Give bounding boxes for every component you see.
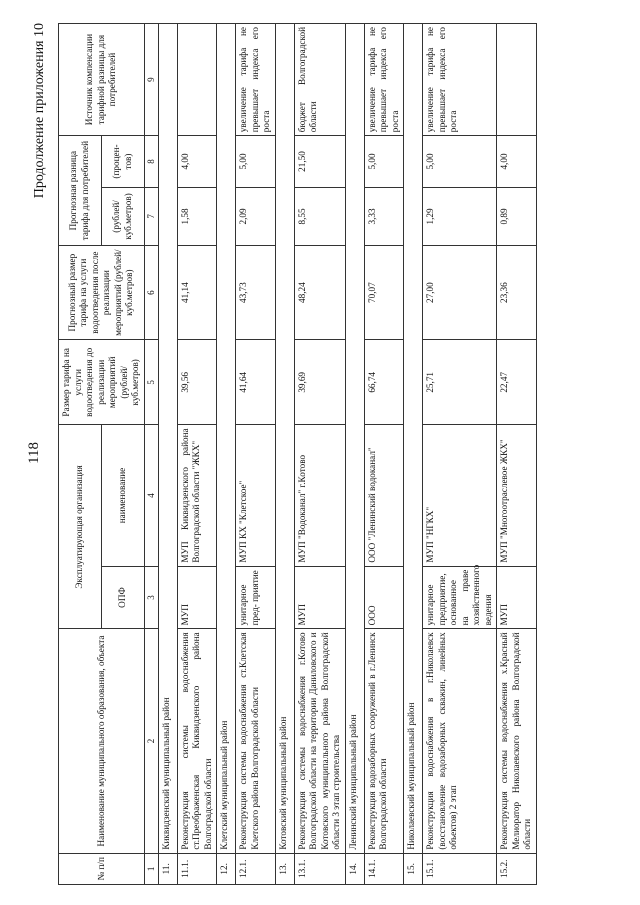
col-number: 4 (144, 424, 158, 565)
org-name: МУП "Водоканал" г.Котово (294, 424, 345, 565)
tariff-after: 43,73 (236, 245, 276, 339)
row-number: 14.1. (364, 853, 404, 884)
tariff-after: 70,07 (364, 245, 404, 339)
header-org-name: наименование (101, 424, 144, 565)
tariff-before: 22,47 (497, 339, 537, 424)
section-number: 15. (404, 853, 423, 884)
object-name: Реконструкция системы водоснабжения г.Котово Волгоградской области на территории Даниловского и Котовского муниципального района Волгоградской области 3 этап строительства (294, 628, 345, 852)
diff-rub: 8,55 (294, 187, 345, 245)
object-name: Реконструкция водозаборных сооружений в г.Ленинск Волгоградской области (364, 628, 404, 852)
column-numbers-row (144, 23, 158, 884)
row-number: 15.2. (497, 853, 537, 884)
tariff-before: 66,74 (364, 339, 404, 424)
tariff-after: 23,36 (497, 245, 537, 339)
org-name: МУП "НГКХ" (423, 424, 497, 565)
header-opf: ОПФ (101, 566, 144, 629)
org-opf: МУП (497, 566, 537, 629)
section-name: Клетский муниципальный район (217, 23, 236, 853)
diff-pct: 4,00 (177, 135, 217, 187)
tariff-after: 41,14 (177, 245, 217, 339)
section-row (345, 23, 364, 884)
org-name: МУП КХ "Клетское" (236, 424, 276, 565)
compensation-source: увеличение тарифа не превышает индекса его роста (236, 23, 276, 135)
col-number: 9 (144, 23, 158, 135)
diff-pct: 4,00 (497, 135, 537, 187)
org-opf: унитарное пред- приятие (236, 566, 276, 629)
section-number: 12. (217, 853, 236, 884)
row-number: 12.1. (236, 853, 276, 884)
col-number: 6 (144, 245, 158, 339)
header-diff-rub: (рублей/ куб.метров) (101, 187, 144, 245)
col-number: 2 (144, 628, 158, 852)
section-name: Ленинский муниципальный район (345, 23, 364, 853)
section-row (217, 23, 236, 884)
page-number: 118 (26, 441, 42, 464)
header-org: Эксплуатирующая организация (59, 424, 102, 628)
object-name: Реконструкция водоснабжения в г.Николаевск (восстановление водозаборных скважин, линейных объектов) 2 этап (423, 628, 497, 852)
row-number: 11.1. (177, 853, 217, 884)
tariff-before: 25,71 (423, 339, 497, 424)
col-number: 3 (144, 566, 158, 629)
section-name: Киквидзенский муниципальный район (158, 23, 177, 853)
appendix-note: Продолжение приложения 10 (32, 22, 47, 198)
table-row (423, 23, 497, 884)
header-name: Наименование муниципального образования, объекта (59, 628, 145, 852)
table-row (177, 23, 217, 884)
compensation-source (497, 23, 537, 135)
header-diff: Прогнозная разница тарифа для потребителей (59, 135, 102, 245)
object-name: Реконструкция системы водоснабжения ст.Клетская Клетского района Волгоградской области (236, 628, 276, 852)
section-row (158, 23, 177, 884)
section-name: Котовский муниципальный район (275, 23, 294, 853)
org-opf: МУП (177, 566, 217, 629)
col-number: 5 (144, 339, 158, 424)
diff-pct: 5,00 (364, 135, 404, 187)
header-source: Источник компенсации тарифной разницы для потребителей (59, 23, 145, 135)
rotated-page (20, 13, 620, 893)
table-row (294, 23, 345, 884)
header-tariff-after: Прогнозный размер тарифа на услуги водоотведения после реализации мероприятий (рублей/ куб.метров) (59, 245, 145, 339)
compensation-source: увеличение тарифа не превышает индекса его роста (364, 23, 404, 135)
section-row (404, 23, 423, 884)
diff-rub: 2,09 (236, 187, 276, 245)
tariff-before: 39,56 (177, 339, 217, 424)
diff-rub: 1,58 (177, 187, 217, 245)
compensation-source: бюджет Волгоградской области (294, 23, 345, 135)
table-body (144, 23, 536, 884)
org-name: ООО "Ленинский водоканал" (364, 424, 404, 565)
org-opf: унитарное предприятие, основанное на праве хозяйственного ведения (423, 566, 497, 629)
org-name: МУП "Многоотраслевое ЖКХ" (497, 424, 537, 565)
header-tariff-before: Размер тарифа на услуги водоотведения до реализации мероприятий (рублей/ куб.метров) (59, 339, 145, 424)
diff-pct: 21,50 (294, 135, 345, 187)
object-name: Реконструкция системы водоснабжения х.Красный Мелиоратор Николаевского района Волгоградской области (497, 628, 537, 852)
table-row (236, 23, 276, 884)
header-diff-pct: (процен- тов) (101, 135, 144, 187)
section-number: 13. (275, 853, 294, 884)
compensation-source (177, 23, 217, 135)
table-row (497, 23, 537, 884)
org-opf: ООО (364, 566, 404, 629)
tariff-before: 39,69 (294, 339, 345, 424)
diff-rub: 3,33 (364, 187, 404, 245)
compensation-source: увеличение тарифа не превышает индекса его роста (423, 23, 497, 135)
tariff-after: 27,00 (423, 245, 497, 339)
diff-rub: 0,89 (497, 187, 537, 245)
row-number: 15.1. (423, 853, 497, 884)
diff-rub: 1,29 (423, 187, 497, 245)
col-number: 1 (144, 853, 158, 884)
table-row (364, 23, 404, 884)
section-row (275, 23, 294, 884)
header-num: № п/п (59, 853, 145, 884)
tariff-before: 41,64 (236, 339, 276, 424)
section-number: 11. (158, 853, 177, 884)
section-number: 14. (345, 853, 364, 884)
col-number: 8 (144, 135, 158, 187)
col-number: 7 (144, 187, 158, 245)
section-name: Николаевский муниципальный район (404, 23, 423, 853)
org-name: МУП Киквидзенского района Волгоградской области "ЖКХ" (177, 424, 217, 565)
row-number: 13.1. (294, 853, 345, 884)
diff-pct: 5,00 (423, 135, 497, 187)
tariff-after: 48,24 (294, 245, 345, 339)
tariff-table (58, 23, 537, 885)
diff-pct: 5,00 (236, 135, 276, 187)
org-opf: МУП (294, 566, 345, 629)
object-name: Реконструкция системы водоснабжения ст.Преображенская Киквидзенского района Волгоградской области (177, 628, 217, 852)
